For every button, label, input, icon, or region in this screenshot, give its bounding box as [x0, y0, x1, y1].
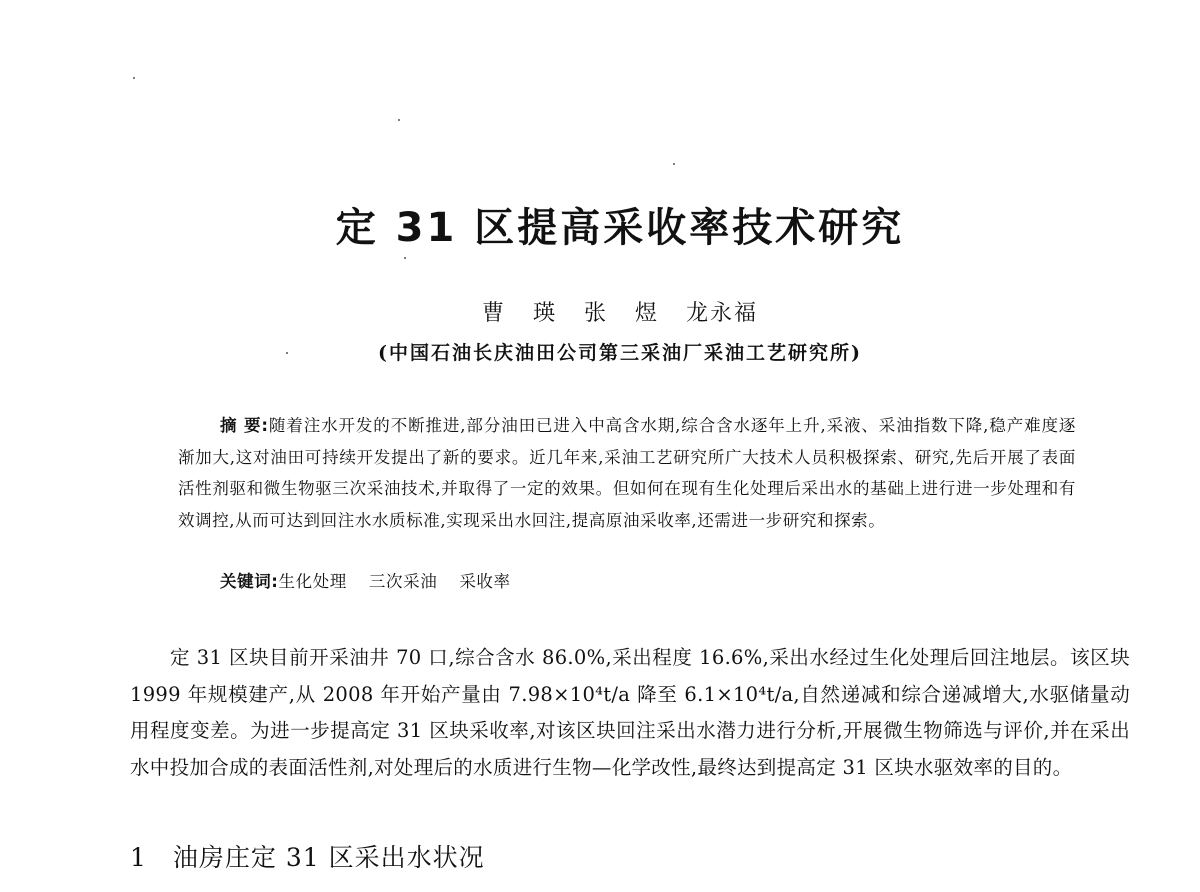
author-affiliation: (中国石油长庆油田公司第三采油厂采油工艺研究所) [378, 342, 862, 364]
keyword-item: 采收率 [459, 572, 511, 591]
scan-speck [404, 257, 406, 259]
body-paragraph: 定 31 区块目前开采油井 70 口,综合含水 86.0%,采出程度 16.6%,采出水经过生化处理后回注地层。该区块 1999 年规模建产,从 2008 年开始产量由 7.98×10⁴t/a 降至 6.1×10⁴t/a,自然递减和综合递减增大,水驱储量动用程度变差。为进一步提高定 31 区块采收率,对该区块回注采出水潜力进行分析,开展微生物筛选与评价,并在采出水中投加合成的表面活性剂,对处理后的水质进行生物—化学改性,最终达到提高定 31 区块水驱效率的目的。 [130, 646, 1130, 779]
abstract-label: 摘 要: [220, 416, 269, 435]
abstract-text: 随着注水开发的不断推进,部分油田已进入中高含水期,综合含水逐年上升,采液、采油指数下降,稳产难度逐渐加大,这对油田可持续开发提出了新的要求。近几年来,采油工艺研究所广大技术人员积极探索、研究,先后开展了表面活性剂驱和微生物驱三次采油技术,并取得了一定的效果。但如何在现有生化处理后采出水的基础上进行进一步处理和有效调控,从而可达到回注水水质标准,实现采出水回注,提高原油采收率,还需进一步研究和探索。 [178, 416, 1076, 530]
section-heading [130, 838, 485, 874]
scan-speck [398, 119, 400, 121]
keywords-line [220, 566, 533, 597]
abstract-block [178, 410, 1076, 536]
section-number: 1 [130, 843, 147, 872]
keyword-item: 生化处理 [278, 572, 347, 591]
paper-title: 定 31 区提高采收率技术研究 [335, 205, 905, 251]
scan-speck [673, 163, 675, 165]
section-title: 油房庄定 31 区采出水状况 [172, 843, 485, 872]
keyword-item: 三次采油 [368, 572, 438, 591]
keywords-label: 关键词: [220, 572, 279, 591]
scan-speck [133, 77, 135, 79]
author-list: 曹 瑛 张 煜 龙永福 [482, 301, 758, 326]
